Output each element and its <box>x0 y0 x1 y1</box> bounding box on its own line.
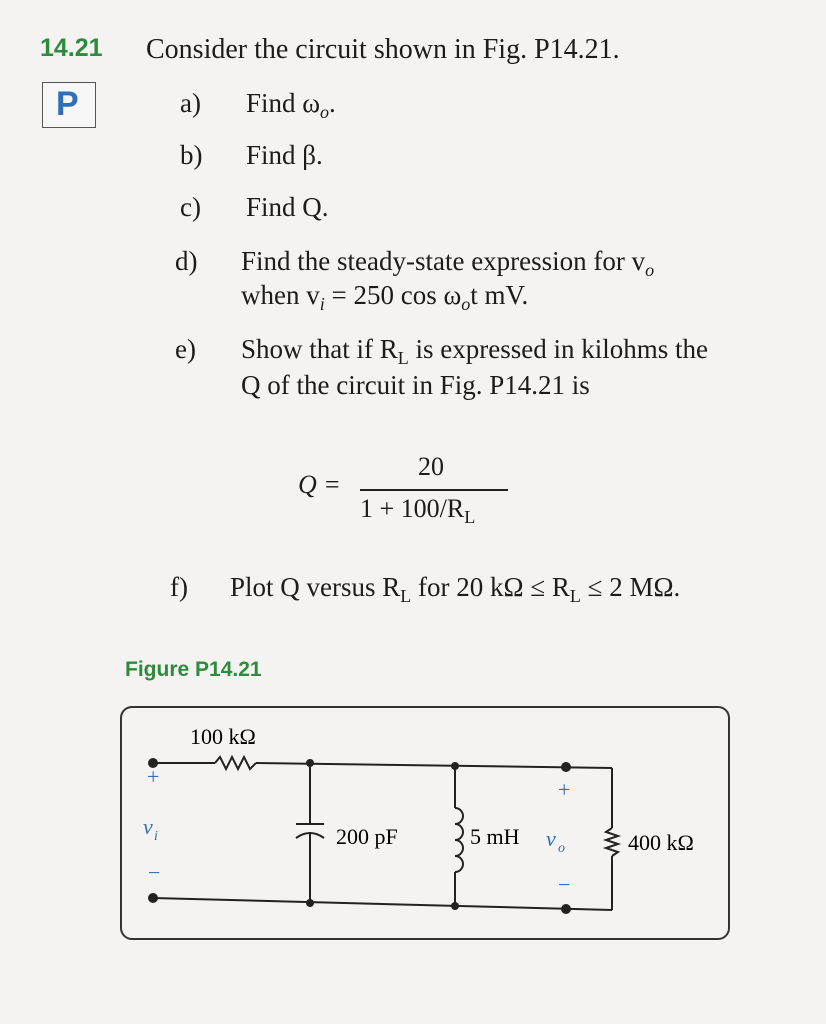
output-voltage-sub: o <box>558 841 565 856</box>
problem-number: 14.21 <box>40 34 103 62</box>
part-a-label: a) <box>180 88 201 118</box>
output-voltage-label: v <box>546 826 556 851</box>
part-f-label: f) <box>170 572 188 602</box>
part-d-line1: Find the steady-state expression for v <box>241 246 646 276</box>
output-plus-sign: + <box>558 777 571 802</box>
part-f-rest: for 20 kΩ ≤ R <box>411 572 570 602</box>
input-terminal-bottom <box>148 893 158 903</box>
inductor-coil-symbol <box>455 808 463 872</box>
part-f-sub: L <box>400 586 412 606</box>
node-cap-top <box>306 759 314 767</box>
output-terminal-bottom <box>561 904 571 914</box>
part-c-text: Find Q. <box>246 192 329 222</box>
formula-denominator-sub: L <box>464 507 476 527</box>
figure-title: Figure P14.21 <box>125 658 262 681</box>
output-minus-sign: − <box>558 872 571 897</box>
part-c-label: c) <box>180 192 201 222</box>
capacitor-label: 200 pF <box>336 824 398 849</box>
inductor-label: 5 mH <box>470 824 520 849</box>
part-a-sub: o <box>320 102 330 122</box>
input-voltage-label: v <box>143 814 153 839</box>
part-d-line2-sub: i <box>319 294 325 314</box>
formula-numerator: 20 <box>418 452 444 481</box>
part-b-label: b) <box>180 140 203 170</box>
input-voltage-sub: i <box>154 829 158 844</box>
bottom-wire <box>153 898 612 910</box>
part-e-label: e) <box>175 334 196 364</box>
part-b-text: Find β. <box>246 140 323 170</box>
part-e-line1: Show that if R <box>241 334 398 364</box>
load-resistor-label: 400 kΩ <box>628 830 694 855</box>
resistor-100k-label: 100 kΩ <box>190 724 256 749</box>
part-f-sub2: L <box>569 586 581 606</box>
resistor-100k-symbol <box>215 757 256 769</box>
node-ind-bottom <box>451 902 459 910</box>
part-f-end: ≤ 2 MΩ. <box>580 572 681 602</box>
part-d-line2-end: t mV. <box>470 280 529 310</box>
part-d-line1-sub: o <box>645 260 655 280</box>
practice-badge-letter: P <box>56 85 79 123</box>
part-d-line2-rest: = 250 cos ω <box>324 280 462 310</box>
part-d-line2-sub2: o <box>461 294 471 314</box>
part-e-line1-rest: is expressed in kilohms the <box>408 334 708 364</box>
formula-lhs: Q = <box>298 470 341 499</box>
problem-statement: Consider the circuit shown in Fig. P14.21. <box>146 34 620 65</box>
input-plus-sign: + <box>147 764 160 789</box>
part-e-line1-sub: L <box>397 348 409 368</box>
part-d-line2-text: when v <box>241 280 320 310</box>
part-a-text: Find ω <box>246 88 321 118</box>
part-a-end: . <box>329 88 336 118</box>
part-f-text: Plot Q versus R <box>230 572 401 602</box>
node-ind-top <box>451 762 459 770</box>
node-cap-bottom <box>306 899 314 907</box>
part-d-label: d) <box>175 246 198 276</box>
part-e-line2: Q of the circuit in Fig. P14.21 is <box>241 370 590 400</box>
formula-denominator-text: 1 + 100/R <box>360 494 465 523</box>
input-minus-sign: − <box>148 860 161 885</box>
resistor-400k-symbol <box>606 828 618 856</box>
output-terminal-top <box>561 762 571 772</box>
